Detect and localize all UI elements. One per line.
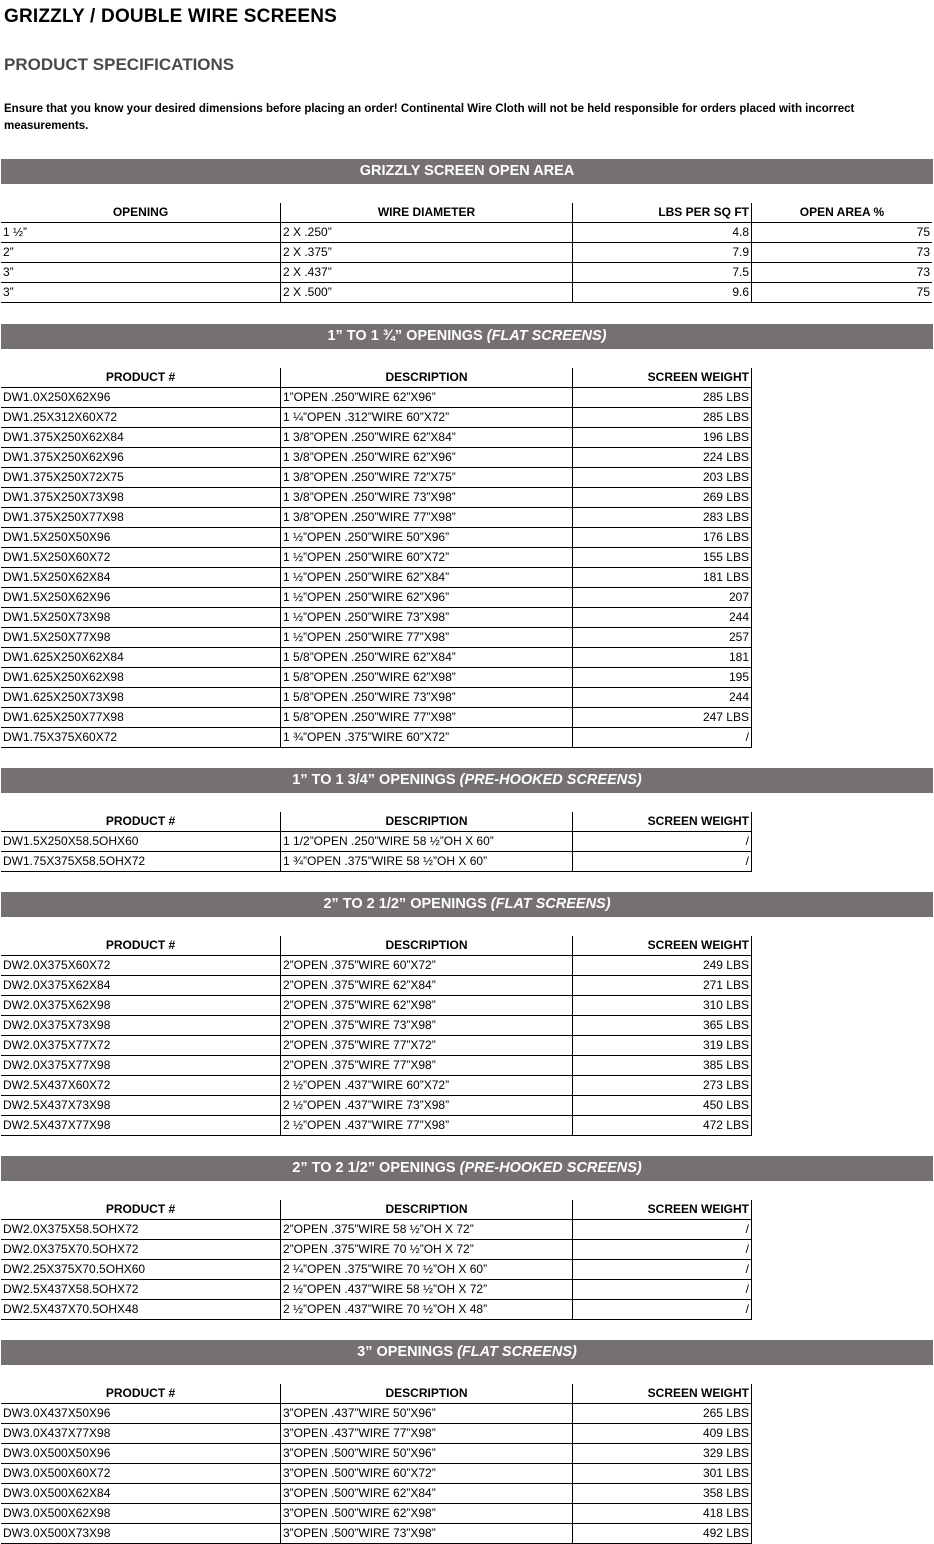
cell-screen-weight: 472 LBS [573, 1116, 752, 1136]
product-table [1, 812, 752, 872]
cell-description: 1 ½”OPEN .250”WIRE 77”X98” [281, 628, 573, 648]
cell-product-number: DW1.5X250X77X98 [1, 628, 281, 648]
cell-lbs-per-sq-ft: 7.9 [573, 243, 752, 263]
table-row [1, 728, 752, 748]
cell-description: 1 5/8”OPEN .250”WIRE 62”X84” [281, 648, 573, 668]
table-row [1, 428, 752, 448]
cell-product-number: DW1.75X375X58.5OHX72 [1, 852, 281, 872]
cell-open-area: 73 [752, 243, 933, 263]
table-row [1, 468, 752, 488]
col-header-open-area: OPEN AREA % [752, 203, 933, 223]
table-row [1, 283, 932, 303]
cell-description: 2 ½”OPEN .437”WIRE 60”X72” [281, 1076, 573, 1096]
cell-product-number: DW2.5X437X70.5OHX48 [1, 1300, 281, 1320]
cell-description: 3”OPEN .437”WIRE 50”X96” [281, 1404, 573, 1424]
table-row [1, 608, 752, 628]
table-row [1, 956, 752, 976]
cell-description: 3”OPEN .500”WIRE 73”X98” [281, 1524, 573, 1544]
col-header-description: DESCRIPTION [281, 1200, 573, 1220]
cell-product-number: DW3.0X500X62X84 [1, 1484, 281, 1504]
table-row [1, 388, 752, 408]
table-row [1, 976, 752, 996]
cell-product-number: DW1.625X250X62X98 [1, 668, 281, 688]
col-header-description: DESCRIPTION [281, 1384, 573, 1404]
cell-product-number: DW1.5X250X58.5OHX60 [1, 832, 281, 852]
cell-screen-weight: 319 LBS [573, 1036, 752, 1056]
cell-description: 2”OPEN .375”WIRE 73”X98” [281, 1016, 573, 1036]
cell-product-number: DW1.5X250X62X84 [1, 568, 281, 588]
cell-description: 3”OPEN .437”WIRE 77”X98” [281, 1424, 573, 1444]
cell-description: 3”OPEN .500”WIRE 62”X84” [281, 1484, 573, 1504]
col-header-lbs-per-sq-ft: LBS PER SQ FT [573, 203, 752, 223]
section-heading-type: (FLAT SCREENS) [486, 328, 607, 344]
col-header-screen-weight: SCREEN WEIGHT [573, 936, 752, 956]
product-table [1, 368, 752, 748]
cell-product-number: DW1.375X250X62X84 [1, 428, 281, 448]
cell-screen-weight: 450 LBS [573, 1096, 752, 1116]
cell-screen-weight: 285 LBS [573, 388, 752, 408]
section-heading-main: 2” TO 2 1/2” OPENINGS [323, 896, 491, 912]
cell-product-number: DW2.0X375X77X98 [1, 1056, 281, 1076]
cell-screen-weight: 385 LBS [573, 1056, 752, 1076]
cell-screen-weight: 329 LBS [573, 1444, 752, 1464]
cell-screen-weight: 155 LBS [573, 548, 752, 568]
cell-product-number: DW3.0X437X77X98 [1, 1424, 281, 1444]
cell-product-number: DW2.0X375X77X72 [1, 1036, 281, 1056]
col-header-screen-weight: SCREEN WEIGHT [573, 368, 752, 388]
cell-wire-diameter: 2 X .250” [281, 223, 573, 243]
table-row [1, 408, 752, 428]
cell-screen-weight: 273 LBS [573, 1076, 752, 1096]
cell-product-number: DW1.5X250X62X96 [1, 588, 281, 608]
table-header-row [1, 936, 752, 956]
col-header-description: DESCRIPTION [281, 368, 573, 388]
cell-description: 1 ¾”OPEN .375”WIRE 60”X72” [281, 728, 573, 748]
table-row [1, 508, 752, 528]
cell-screen-weight: / [573, 1260, 752, 1280]
cell-product-number: DW1.25X312X60X72 [1, 408, 281, 428]
table-row [1, 1096, 752, 1116]
cell-product-number: DW1.375X250X62X96 [1, 448, 281, 468]
col-header-product: PRODUCT # [1, 936, 281, 956]
cell-screen-weight: 301 LBS [573, 1464, 752, 1484]
cell-description: 1 ½”OPEN .250”WIRE 50”X96” [281, 528, 573, 548]
table-row [1, 1116, 752, 1136]
col-header-description: DESCRIPTION [281, 936, 573, 956]
cell-description: 2”OPEN .375”WIRE 62”X98” [281, 996, 573, 1016]
cell-product-number: DW2.0X375X58.5OHX72 [1, 1220, 281, 1240]
open-area-table [1, 203, 932, 303]
col-header-opening: OPENING [1, 203, 281, 223]
table-row [1, 1484, 752, 1504]
cell-product-number: DW2.5X437X73X98 [1, 1096, 281, 1116]
order-notice: Ensure that you know your desired dimensions before placing an order! Continental Wire Cloth will not be held responsible for orders placed with incorrect measurements. [4, 103, 855, 132]
cell-screen-weight: 285 LBS [573, 408, 752, 428]
table-row [1, 1404, 752, 1424]
col-header-product: PRODUCT # [1, 812, 281, 832]
col-header-wire-diameter: WIRE DIAMETER [281, 203, 573, 223]
col-header-product: PRODUCT # [1, 368, 281, 388]
cell-product-number: DW3.0X500X73X98 [1, 1524, 281, 1544]
cell-screen-weight: 257 [573, 628, 752, 648]
table-row [1, 488, 752, 508]
col-header-screen-weight: SCREEN WEIGHT [573, 1200, 752, 1220]
cell-screen-weight: 207 [573, 588, 752, 608]
cell-product-number: DW3.0X500X60X72 [1, 1464, 281, 1484]
cell-product-number: DW1.375X250X77X98 [1, 508, 281, 528]
cell-lbs-per-sq-ft: 7.5 [573, 263, 752, 283]
cell-description: 1 3/8”OPEN .250”WIRE 62”X96” [281, 448, 573, 468]
cell-product-number: DW2.0X375X62X84 [1, 976, 281, 996]
table-row [1, 708, 752, 728]
cell-open-area: 75 [752, 223, 933, 243]
col-header-description: DESCRIPTION [281, 812, 573, 832]
page-title: GRIZZLY / DOUBLE WIRE SCREENS [4, 6, 338, 27]
cell-wire-diameter: 2 X .500” [281, 283, 573, 303]
cell-description: 2 ¼”OPEN .375”WIRE 70 ½”OH X 60” [281, 1260, 573, 1280]
table-row [1, 243, 932, 263]
section-heading [1, 768, 933, 793]
cell-opening: 2” [1, 243, 281, 263]
table-row [1, 588, 752, 608]
page-subtitle: PRODUCT SPECIFICATIONS [4, 55, 235, 74]
col-header-screen-weight: SCREEN WEIGHT [573, 1384, 752, 1404]
table-row [1, 1444, 752, 1464]
table-row [1, 688, 752, 708]
cell-description: 1 3/8”OPEN .250”WIRE 77”X98” [281, 508, 573, 528]
open-area-heading: GRIZZLY SCREEN OPEN AREA [1, 159, 933, 184]
cell-screen-weight: / [573, 1280, 752, 1300]
cell-description: 1 3/8”OPEN .250”WIRE 62”X84” [281, 428, 573, 448]
cell-description: 1 5/8”OPEN .250”WIRE 62”X98” [281, 668, 573, 688]
cell-description: 2”OPEN .375”WIRE 62”X84” [281, 976, 573, 996]
cell-product-number: DW2.0X375X73X98 [1, 1016, 281, 1036]
table-row [1, 996, 752, 1016]
table-row [1, 852, 752, 872]
product-table [1, 1200, 752, 1320]
table-row [1, 1464, 752, 1484]
cell-screen-weight: 418 LBS [573, 1504, 752, 1524]
table-row [1, 1016, 752, 1036]
cell-description: 2”OPEN .375”WIRE 77”X72” [281, 1036, 573, 1056]
cell-product-number: DW3.0X500X62X98 [1, 1504, 281, 1524]
cell-screen-weight: 181 [573, 648, 752, 668]
cell-product-number: DW1.625X250X77X98 [1, 708, 281, 728]
table-row [1, 648, 752, 668]
table-row [1, 548, 752, 568]
cell-product-number: DW1.5X250X60X72 [1, 548, 281, 568]
table-row [1, 1076, 752, 1096]
section-heading [1, 1156, 933, 1181]
section-heading-main: 1” TO 1 ¾” OPENINGS [327, 328, 487, 344]
cell-product-number: DW1.625X250X62X84 [1, 648, 281, 668]
col-header-product: PRODUCT # [1, 1384, 281, 1404]
cell-screen-weight: 244 [573, 608, 752, 628]
table-row [1, 1280, 752, 1300]
cell-description: 1 ½”OPEN .250”WIRE 62”X84” [281, 568, 573, 588]
cell-description: 1”OPEN .250”WIRE 62”X96” [281, 388, 573, 408]
cell-lbs-per-sq-ft: 4.8 [573, 223, 752, 243]
section-heading-type: (PRE-HOOKED SCREENS) [459, 772, 642, 788]
cell-open-area: 75 [752, 283, 933, 303]
cell-screen-weight: 265 LBS [573, 1404, 752, 1424]
cell-description: 3”OPEN .500”WIRE 62”X98” [281, 1504, 573, 1524]
cell-product-number: DW2.0X375X70.5OHX72 [1, 1240, 281, 1260]
table-header-row [1, 1200, 752, 1220]
table-row [1, 1504, 752, 1524]
cell-description: 3”OPEN .500”WIRE 50”X96” [281, 1444, 573, 1464]
section-heading-main: 3” OPENINGS [357, 1344, 458, 1360]
cell-screen-weight: 310 LBS [573, 996, 752, 1016]
cell-screen-weight: / [573, 1220, 752, 1240]
cell-product-number: DW2.0X375X62X98 [1, 996, 281, 1016]
table-row [1, 1240, 752, 1260]
table-row [1, 628, 752, 648]
cell-product-number: DW3.0X500X50X96 [1, 1444, 281, 1464]
cell-product-number: DW1.5X250X73X98 [1, 608, 281, 628]
cell-screen-weight: 203 LBS [573, 468, 752, 488]
cell-product-number: DW1.625X250X73X98 [1, 688, 281, 708]
cell-wire-diameter: 2 X .437” [281, 263, 573, 283]
col-header-screen-weight: SCREEN WEIGHT [573, 812, 752, 832]
cell-product-number: DW2.0X375X60X72 [1, 956, 281, 976]
cell-description: 1 5/8”OPEN .250”WIRE 73”X98” [281, 688, 573, 708]
cell-screen-weight: / [573, 1300, 752, 1320]
cell-screen-weight: 176 LBS [573, 528, 752, 548]
table-row [1, 1300, 752, 1320]
table-row [1, 263, 932, 283]
section-heading-type: (FLAT SCREENS) [490, 896, 611, 912]
cell-screen-weight: 196 LBS [573, 428, 752, 448]
table-row [1, 528, 752, 548]
cell-screen-weight: 283 LBS [573, 508, 752, 528]
section-heading [1, 324, 933, 349]
cell-description: 1 3/8”OPEN .250”WIRE 73”X98” [281, 488, 573, 508]
table-row [1, 1036, 752, 1056]
cell-screen-weight: 181 LBS [573, 568, 752, 588]
cell-screen-weight: 244 [573, 688, 752, 708]
cell-description: 2”OPEN .375”WIRE 77”X98” [281, 1056, 573, 1076]
cell-open-area: 73 [752, 263, 933, 283]
cell-wire-diameter: 2 X .375” [281, 243, 573, 263]
cell-product-number: DW2.5X437X77X98 [1, 1116, 281, 1136]
cell-description: 2”OPEN .375”WIRE 70 ½”OH X 72” [281, 1240, 573, 1260]
cell-description: 1 3/8”OPEN .250”WIRE 72”X75” [281, 468, 573, 488]
table-row [1, 1220, 752, 1240]
section-heading-main: 2” TO 2 1/2” OPENINGS [292, 1160, 460, 1176]
cell-description: 2”OPEN .375”WIRE 60”X72” [281, 956, 573, 976]
cell-description: 2 ½”OPEN .437”WIRE 58 ½”OH X 72” [281, 1280, 573, 1300]
cell-description: 1 1/2”OPEN .250”WIRE 58 ½”OH X 60” [281, 832, 573, 852]
cell-opening: 1 ½” [1, 223, 281, 243]
section-heading [1, 1340, 933, 1365]
cell-product-number: DW3.0X437X50X96 [1, 1404, 281, 1424]
cell-description: 1 ½”OPEN .250”WIRE 73”X98” [281, 608, 573, 628]
cell-description: 2 ½”OPEN .437”WIRE 70 ½”OH X 48” [281, 1300, 573, 1320]
cell-product-number: DW1.0X250X62X96 [1, 388, 281, 408]
cell-opening: 3” [1, 283, 281, 303]
cell-lbs-per-sq-ft: 9.6 [573, 283, 752, 303]
cell-screen-weight: / [573, 728, 752, 748]
cell-screen-weight: 269 LBS [573, 488, 752, 508]
cell-description: 1 5/8”OPEN .250”WIRE 77”X98” [281, 708, 573, 728]
cell-product-number: DW1.375X250X72X75 [1, 468, 281, 488]
cell-screen-weight: 492 LBS [573, 1524, 752, 1544]
cell-description: 1 ½”OPEN .250”WIRE 62”X96” [281, 588, 573, 608]
table-row [1, 1260, 752, 1280]
cell-screen-weight: 249 LBS [573, 956, 752, 976]
col-header-product: PRODUCT # [1, 1200, 281, 1220]
cell-description: 2 ½”OPEN .437”WIRE 73”X98” [281, 1096, 573, 1116]
table-row [1, 223, 932, 243]
section-heading-type: (PRE-HOOKED SCREENS) [459, 1160, 642, 1176]
table-row [1, 1056, 752, 1076]
cell-description: 3”OPEN .500”WIRE 60”X72” [281, 1464, 573, 1484]
section-heading [1, 892, 933, 917]
product-table [1, 936, 752, 1136]
cell-product-number: DW2.5X437X60X72 [1, 1076, 281, 1096]
cell-product-number: DW2.5X437X58.5OHX72 [1, 1280, 281, 1300]
cell-screen-weight: 224 LBS [573, 448, 752, 468]
cell-description: 2”OPEN .375”WIRE 58 ½”OH X 72” [281, 1220, 573, 1240]
table-row [1, 832, 752, 852]
cell-screen-weight: 195 [573, 668, 752, 688]
cell-description: 1 ¼”OPEN .312”WIRE 60”X72” [281, 408, 573, 428]
table-header-row [1, 812, 752, 832]
cell-screen-weight: 409 LBS [573, 1424, 752, 1444]
cell-product-number: DW1.5X250X50X96 [1, 528, 281, 548]
cell-screen-weight: / [573, 852, 752, 872]
section-heading-type: (FLAT SCREENS) [457, 1344, 577, 1360]
table-row [1, 448, 752, 468]
table-row [1, 568, 752, 588]
cell-opening: 3” [1, 263, 281, 283]
cell-screen-weight: 271 LBS [573, 976, 752, 996]
table-header-row [1, 1384, 752, 1404]
cell-screen-weight: / [573, 832, 752, 852]
cell-product-number: DW2.25X375X70.5OHX60 [1, 1260, 281, 1280]
cell-description: 2 ½”OPEN .437”WIRE 77”X98” [281, 1116, 573, 1136]
table-header-row [1, 368, 752, 388]
cell-description: 1 ¾”OPEN .375”WIRE 58 ½”OH X 60” [281, 852, 573, 872]
table-row [1, 668, 752, 688]
cell-screen-weight: 365 LBS [573, 1016, 752, 1036]
cell-screen-weight: 247 LBS [573, 708, 752, 728]
product-table [1, 1384, 752, 1544]
cell-product-number: DW1.75X375X60X72 [1, 728, 281, 748]
cell-description: 1 ½”OPEN .250”WIRE 60”X72” [281, 548, 573, 568]
table-row [1, 1524, 752, 1544]
cell-screen-weight: / [573, 1240, 752, 1260]
section-heading-main: 1” TO 1 3/4” OPENINGS [292, 772, 460, 788]
cell-product-number: DW1.375X250X73X98 [1, 488, 281, 508]
cell-screen-weight: 358 LBS [573, 1484, 752, 1504]
table-header-row [1, 203, 932, 223]
table-row [1, 1424, 752, 1444]
